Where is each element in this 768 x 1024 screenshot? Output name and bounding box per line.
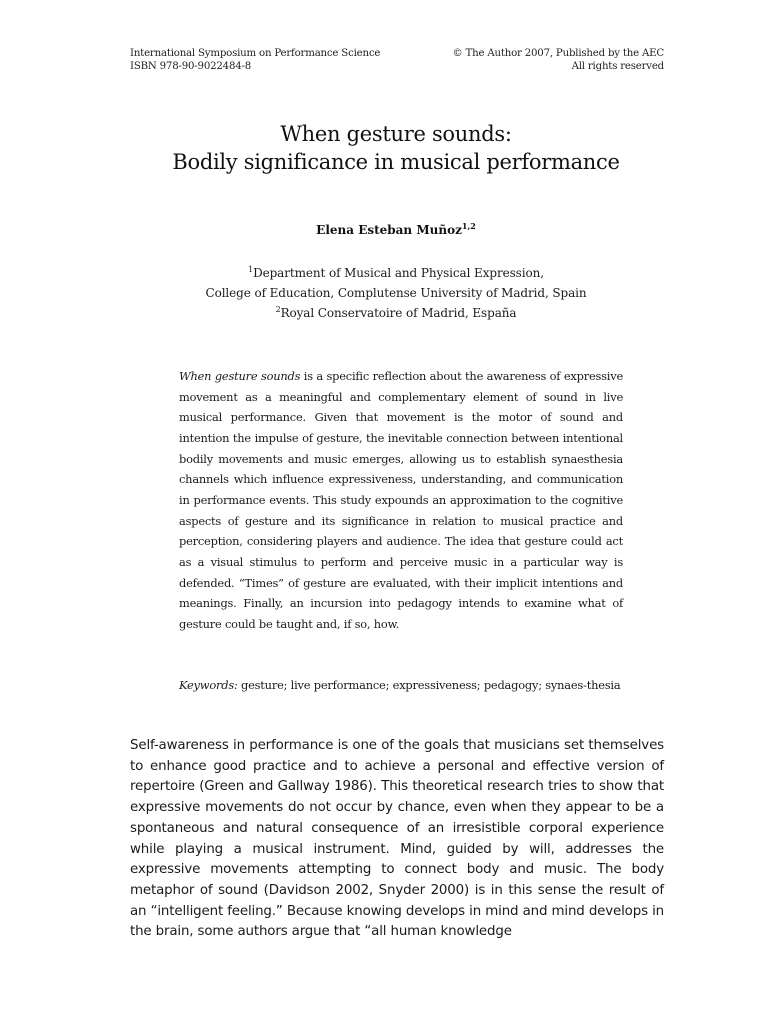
title-line-1: When gesture sounds: <box>280 122 512 146</box>
header-right <box>452 47 664 73</box>
body-paragraph-1: Self-awareness in performance is one of the goals that musicians set themselves to enhance good practice and to achieve a personal and effective version of repertoire (Green and Gallway 1986). This theoretical research tries to show that expressive movements do not occur by chance, even when they appear to be a spontaneous and natural consequence of an irresistible corporal experience while playing a musical instrument. Mind, guided by will, addresses the expressive movements attempting to connect body and music. The body metaphor of sound (Davidson 2002, Snyder 2000) is in this sense the result of an “intelligent feeling.” Because knowing develops in mind and mind develops in the brain, some authors argue that “all human knowledge <box>130 738 664 940</box>
abstract-text: is a specific reflection about the awareness of expressive movement as a meaningful and complementary element of sound in live musical performance. Given that movement is the motor of sound and intention the impulse of gesture, the inevitable connection between intentional bodily movements and music emerges, allowing us to establish synaesthesia channels which influence expressiveness, understanding, and communication in performance events. This study expounds an approximation to the cognitive aspects of gesture and its significance in relation to musical practice and perception, considering players and audience. The idea that gesture could act as a visual stimulus to perform and perceive music in a particular way is defended. “Times” of gesture are evaluated, with their implicit intentions and meanings. Finally, an incursion into pedagogy intends to examine what of gesture could be taught and, if so, how. <box>179 369 623 631</box>
abstract-lead-italic: When gesture sounds <box>179 369 301 383</box>
abstract-paragraph <box>179 366 623 635</box>
affiliation-1-text: Department of Musical and Physical Expression, <box>253 266 544 280</box>
affiliation-2-mark: 2 <box>275 305 281 314</box>
affiliations <box>80 263 712 323</box>
author-line <box>80 222 712 238</box>
body-text <box>130 736 664 943</box>
affiliation-1-line-1 <box>80 263 712 283</box>
header-left <box>130 47 380 73</box>
copyright-notice: © The Author 2007, Published by the AEC <box>452 48 664 59</box>
author-affiliation-marks: 1,2 <box>461 221 476 231</box>
symposium-name: International Symposium on Performance Science <box>130 48 381 59</box>
affiliation-2-line <box>80 303 712 323</box>
abstract <box>179 366 623 635</box>
rights-notice: All rights reserved <box>571 61 664 72</box>
keywords-label: Keywords: <box>179 678 238 692</box>
author-name: Elena Esteban Muñoz <box>316 223 462 237</box>
affiliation-1-mark: 1 <box>248 265 254 274</box>
isbn: ISBN 978-90-9022484-8 <box>130 61 252 72</box>
paper-title <box>80 120 712 176</box>
keywords-text: gesture; live performance; expressiveness; pedagogy; synaes-thesia <box>237 678 621 692</box>
keywords <box>179 675 623 696</box>
affiliation-2-text: Royal Conservatoire of Madrid, España <box>280 306 517 320</box>
affiliation-1-line-2: College of Education, Complutense University of Madrid, Spain <box>205 286 587 300</box>
title-line-2: Bodily significance in musical performance <box>172 150 620 174</box>
